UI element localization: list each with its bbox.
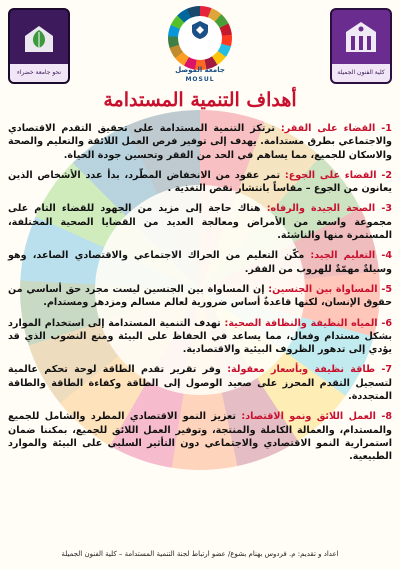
goal-heading: 5- المساواة بين الجنسين: xyxy=(268,283,392,295)
goal-description: مكّن التعليم من الحراك الاجتماعي والاقتصادي الصاعد، وهو وسيلةٌ مهمّةٌ للهروب من الفقر. xyxy=(8,250,392,275)
goal-item xyxy=(8,202,392,242)
center-logo-arabic-name: جامعة الموصل xyxy=(175,66,225,74)
goal-description: تهدف التنمية المستدامة إلى استخدام الموارد بشكل مستدام وفعال، مما يساعد في الحفاظ على البيئة ومنع النضوب الذي قد يؤدي إلى تدهور الظروف البيئية والاقتصادية. xyxy=(8,317,392,356)
goal-item xyxy=(8,122,392,162)
page-title: أهداف التنمية المستدامة xyxy=(103,89,297,111)
green-university-logo xyxy=(8,8,70,84)
goal-description: تعزيز النمو الاقتصادي المطرد والشامل للجميع والمستدام، والعمالة الكاملة والمنتجة، وتوفير العمل اللائق للجميع، بمكننا ضمان استمرارية النمو الاقتصادي والاجتماعي دون التأثير السلبي على البيئة والموارد الطبيعية. xyxy=(8,411,392,463)
goal-heading: 3- الصحة الجيدة والرفاه: xyxy=(266,203,392,215)
goal-description: إن المساواة بين الجنسين ليست مجرد حق أساسي من حقوق الإنسان، لكنها قاعدةٌ أساس ضرورية لعالم مسالم ومزدهر ومستدام. xyxy=(8,283,392,309)
goal-heading: 7- طاقة نظيفة وبأسعار معقولة: xyxy=(227,364,393,376)
goal-description: وفر تقرير تقدم الطاقة لوحة تحكم عالمية لتسجيل التقدم المحرز على صعيد الوصول إلى الطاقة وكفاءة الطاقة والطاقة المتجددة. xyxy=(8,364,392,403)
goal-item xyxy=(8,317,392,357)
goal-description: تمر عقود من الانخفاض المطّرد، بدأ عدد الأشخاص الذين يعانون من الجوع – مقاساً بانتشار نقص التغذية . xyxy=(8,169,392,195)
goal-item xyxy=(8,249,392,276)
center-logo-english-name: MOSUL xyxy=(185,76,215,83)
goal-item xyxy=(8,363,392,403)
goal-item xyxy=(8,169,392,196)
university-sdg-logo xyxy=(168,6,232,70)
fine-arts-college-logo xyxy=(330,8,392,84)
left-logo-caption: نحو جامعة خضراء xyxy=(10,64,68,82)
goal-heading: 2- القضاء على الجوع: xyxy=(284,169,392,181)
goal-heading: 6- المياه النظيفة والنظافة الصحية: xyxy=(224,317,392,329)
goal-description: هناك حاجة إلى مزيد من الجهود للقضاء التام على مجموعة واسعة من الأمراض ومعالجة العديد من القضايا الصحية المختلفة، المستمرة منها والناشئة. xyxy=(8,203,392,242)
goal-description: ترتكز التنمية المستدامة على تحقيق التقدم الاقتصادي والاجتماعي بطرق مستدامة. يهدف إلى توفير فرص العمل اللائقة والتعليم والصحة والاسكان للجميع، مما يساهم في الحد من الفقر وتحسين جودة الحياة. xyxy=(8,123,392,161)
goal-heading: 1- القضاء على الفقر: xyxy=(280,123,392,134)
goal-heading: 4- التعليم الجيد: xyxy=(310,250,393,262)
university-emblem xyxy=(178,16,222,60)
university-crest-icon xyxy=(190,20,210,40)
credits-footer: اعداد و تقديم: م. فردوس بهنام بشوع/ عضو ارتباط لجنة التنمية المستدامة – كلية الفنون الجميلة xyxy=(61,550,339,558)
right-logo-caption: كلية الفنون الجميلة xyxy=(332,64,390,82)
goals-list xyxy=(8,122,392,471)
goal-item xyxy=(8,283,392,310)
goal-item xyxy=(8,410,392,463)
goal-heading: 8- العمل اللائق ونمو الاقتصاد: xyxy=(241,411,392,423)
college-building-icon xyxy=(342,18,380,58)
green-leaf-building-icon xyxy=(20,18,58,58)
